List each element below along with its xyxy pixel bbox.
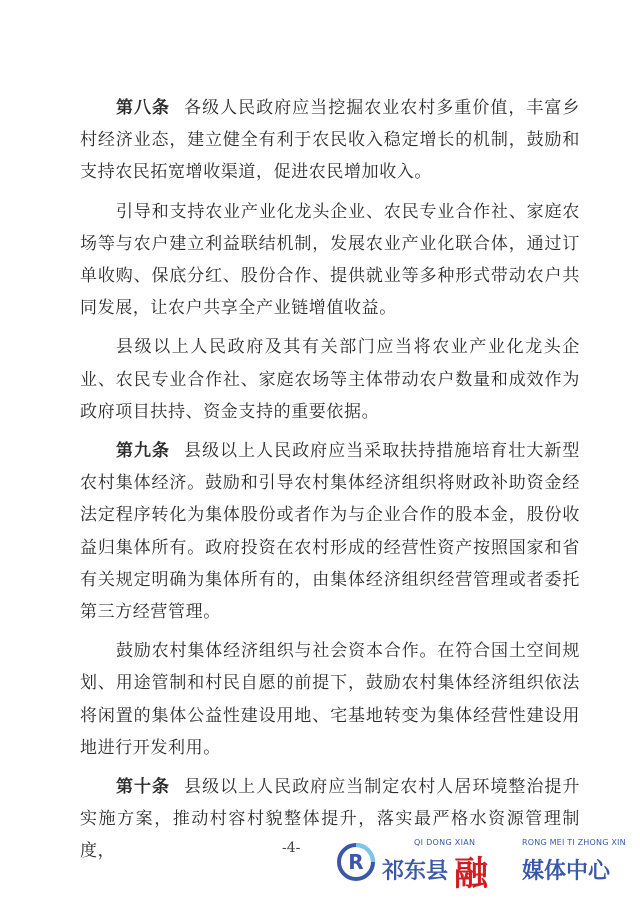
watermark-pinyin-right: RONG MEI TI ZHONG XIN xyxy=(522,838,626,847)
paragraph-text: 引导和支持农业产业化龙头企业、农民专业合作社、家庭农场等与农户建立利益联结机制，发展农业产业化联合体，通过订单收购、保底分红、股份合作、提供就业等多种形式带动农户共同发展，让农户共享全产业链增值收益。 xyxy=(80,201,580,319)
article-label: 第八条 xyxy=(116,98,171,118)
paragraph xyxy=(80,196,580,325)
media-center-watermark xyxy=(336,838,636,898)
article-label: 第九条 xyxy=(116,441,171,462)
paragraph-text: 县级以上人民政府应当制定农村人居环境整治提升实施方案，推动村容村貌整体提升，落实最严格水资源管理制度， xyxy=(80,777,580,862)
media-center-logo-icon xyxy=(336,842,376,882)
page-number: -4- xyxy=(282,840,301,856)
paragraph xyxy=(80,331,580,428)
svg-text:R: R xyxy=(348,850,364,874)
article-label: 第十条 xyxy=(116,777,171,798)
document-body xyxy=(80,92,580,875)
paragraph-text: 鼓励农村集体经济组织与社会资本合作。在符合国土空间规划、用途管制和村民自愿的前提下，鼓励农村集体经济组织依法将闲置的集体公益性建设用地、宅基地转变为集体经营性建设用地进行开发利用。 xyxy=(80,641,580,758)
watermark-rong-character: 融 xyxy=(454,854,486,894)
watermark-media-center: 媒体中心 xyxy=(522,859,611,884)
paragraph xyxy=(80,435,580,628)
paragraph-text: 县级以上人民政府及其有关部门应当将农业产业化龙头企业、农民专业合作社、家庭农场等主体带动农户数量和成效作为政府项目扶持、资金支持的重要依据。 xyxy=(80,337,580,422)
paragraph-text: 县级以上人民政府应当采取扶持措施培育壮大新型农村集体经济。鼓励和引导农村集体经济组织将财政补助资金经法定程序转化为集体股份或者作为与企业合作的股本金，股份收益归集体所有。政府投资在农村形成的经营性资产按照国家和省有关规定明确为集体所有的，由集体经济组织经营管理或者委托第三方经营管理。 xyxy=(80,441,580,623)
watermark-pinyin-left: QI DONG XIAN xyxy=(414,838,476,847)
paragraph xyxy=(80,92,580,189)
paragraph xyxy=(80,635,580,764)
watermark-county-name: 祁东县 xyxy=(382,859,449,884)
paragraph-text: 各级人民政府应当挖掘农业农村多重价值，丰富乡村经济业态，建立健全有利于农民收入稳定增长的机制，鼓励和支持农民拓宽增收渠道，促进农民增加收入。 xyxy=(80,98,580,183)
